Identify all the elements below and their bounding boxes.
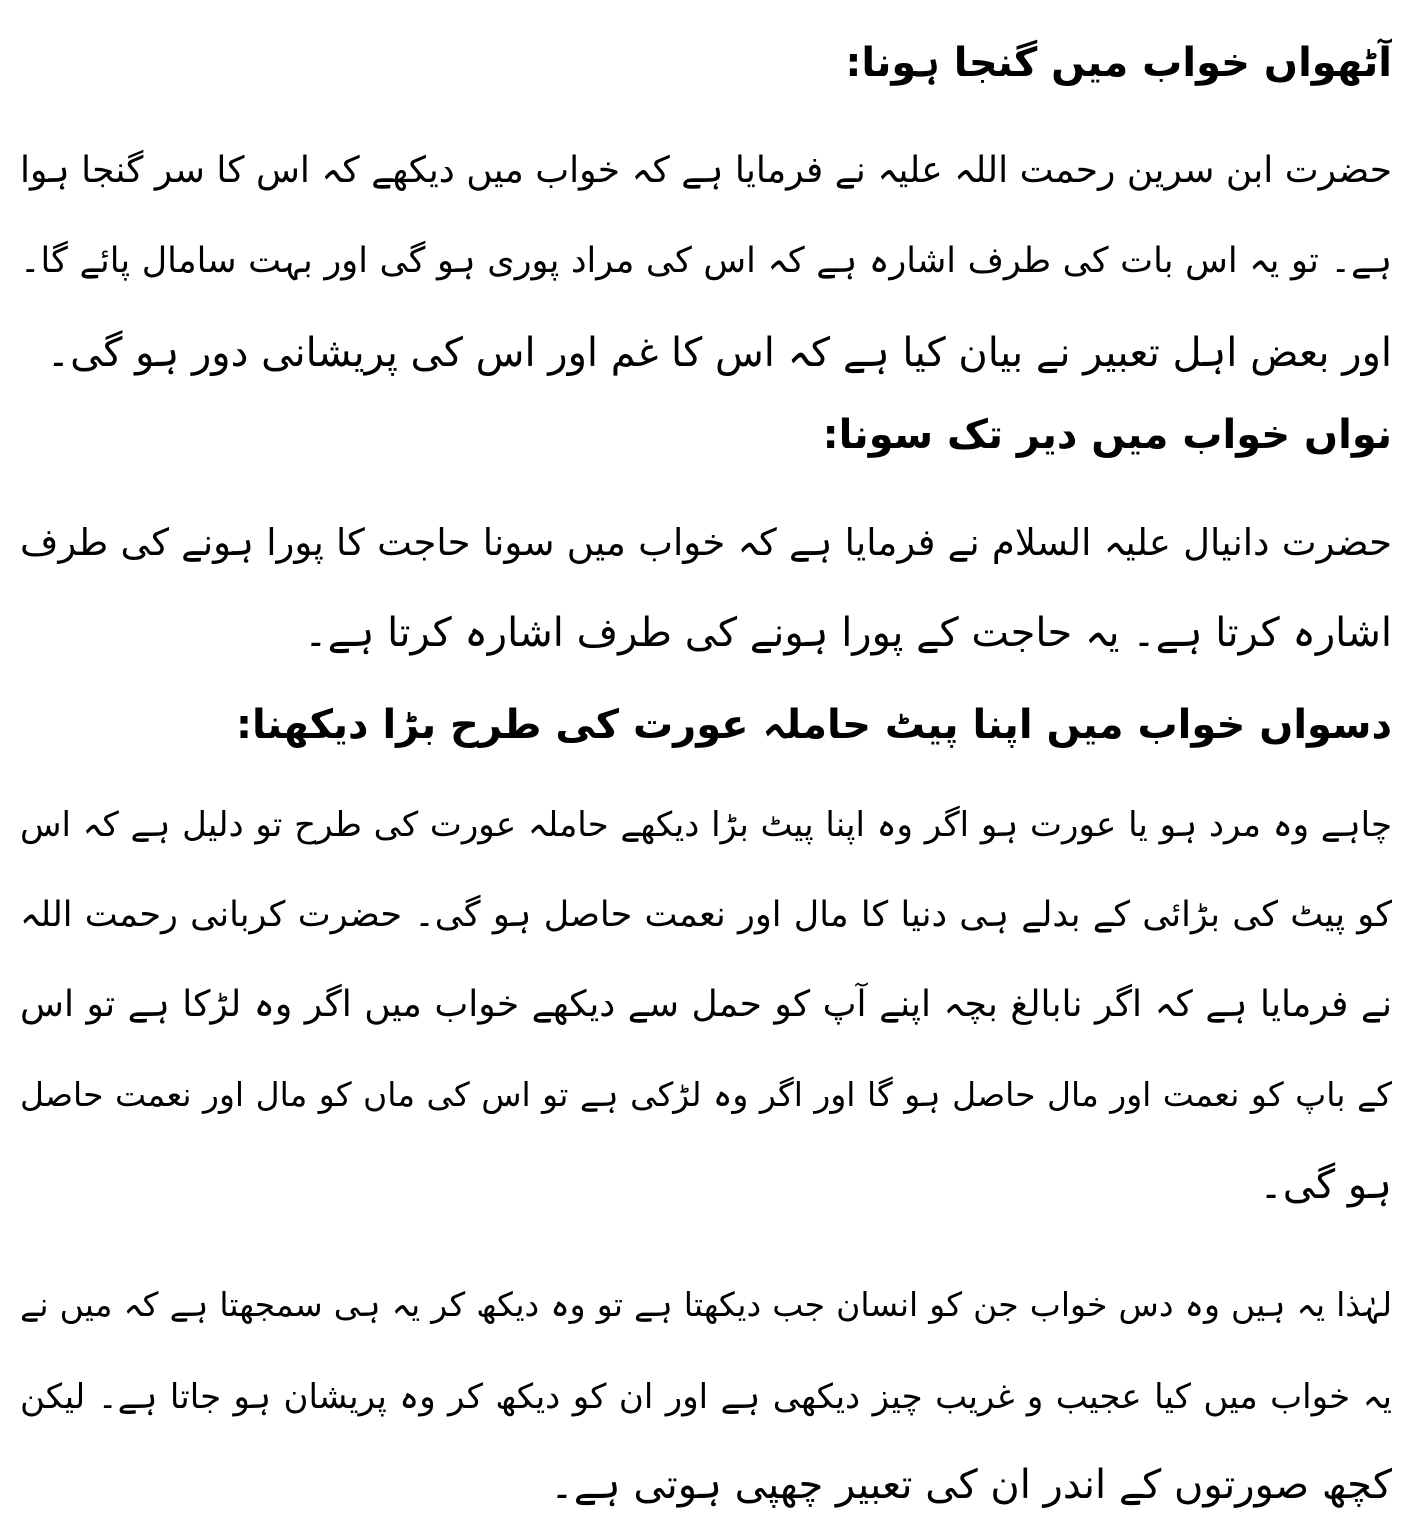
text-line: یہ خواب میں کیا عجیب و غریب چیز دیکھی ہے اور ان کو دیکھ کر وہ پریشان ہو جاتا ہے۔ لیکن — [20, 1377, 1392, 1417]
text-line: حضرت ابن سرین رحمت اللہ علیہ نے فرمایا ہے کہ خواب میں دیکھے کہ اس کا سر گنجا ہوا — [20, 150, 1392, 191]
text-line: کو پیٹ کی بڑائی کے بدلے ہی دنیا کا مال اور نعمت حاصل ہو گی۔ حضرت کربانی رحمت اللہ — [20, 895, 1392, 935]
text-line: نے فرمایا ہے کہ اگر نابالغ بچہ اپنے آپ کو حمل سے دیکھے خواب میں اگر وہ لڑکا ہے تو اس — [20, 984, 1392, 1025]
section-heading-10: دسواں خواب میں اپنا پیٹ حاملہ عورت کی طرح بڑا دیکھنا: — [235, 702, 1392, 748]
text-line: ہو گی۔ — [1259, 1162, 1392, 1208]
text-line: کے باپ کو نعمت اور مال حاصل ہو گا اور اگر وہ لڑکی ہے تو اس کی ماں کو مال اور نعمت حاصل — [20, 1075, 1392, 1114]
section-heading-9: نواں خواب میں دیر تک سونا: — [822, 412, 1392, 458]
text-line: ہے۔ تو یہ اس بات کی طرف اشارہ ہے کہ اس کی مراد پوری ہو گی اور بہت سامال پائے گا۔ — [20, 241, 1392, 281]
text-line: چاہے وہ مرد ہو یا عورت ہو اگر وہ اپنا پیٹ بڑا دیکھے حاملہ عورت کی طرح تو دلیل ہے کہ اس — [20, 805, 1392, 845]
text-line: لہٰذا یہ ہیں وہ دس خواب جن کو انسان جب دیکھتا ہے تو وہ دیکھ کر یہ ہی سمجھتا ہے کہ میں نے — [20, 1285, 1392, 1324]
text-line: کچھ صورتوں کے اندر ان کی تعبیر چھپی ہوتی ہے۔ — [550, 1462, 1392, 1508]
text-line: اور بعض اہل تعبیر نے بیان کیا ہے کہ اس کا غم اور اس کی پریشانی دور ہو گی۔ — [46, 330, 1392, 376]
section-heading-8: آٹھواں خواب میں گنجا ہونا: — [845, 40, 1392, 86]
text-line: حضرت دانیال علیہ السلام نے فرمایا ہے کہ خواب میں سونا حاجت کا پورا ہونے کی طرف — [20, 521, 1392, 564]
text-line: اشارہ کرتا ہے۔ یہ حاجت کے پورا ہونے کی طرف اشارہ کرتا ہے۔ — [304, 610, 1392, 656]
